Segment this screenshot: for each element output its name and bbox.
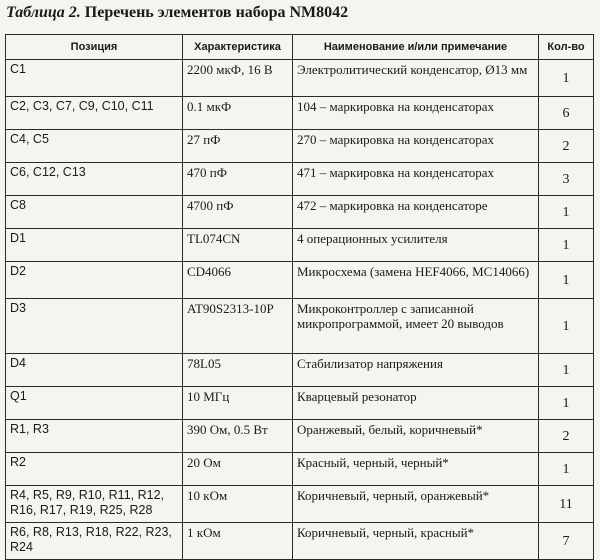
cell-note: 471 – маркировка на конденсаторах (293, 163, 539, 196)
table-row (6, 486, 594, 523)
cell-characteristic: 2200 мкФ, 16 В (183, 60, 293, 97)
cell-characteristic: 10 кОм (183, 486, 293, 523)
header-name-note: Наименование и/или примечание (293, 35, 539, 60)
cell-quantity: 1 (539, 196, 594, 229)
table-row (6, 60, 594, 97)
cell-note: Коричневый, черный, красный* (293, 523, 539, 560)
table-row (6, 229, 594, 262)
table-row (6, 97, 594, 130)
table-row (6, 354, 594, 387)
cell-note: Микроконтроллер с записанной микропрограммой, имеет 20 выводов (293, 299, 539, 354)
table-row (6, 196, 594, 229)
cell-note: Электролитический конденсатор, Ø13 мм (293, 60, 539, 97)
table-row (6, 130, 594, 163)
cell-characteristic: 470 пФ (183, 163, 293, 196)
cell-quantity: 1 (539, 262, 594, 299)
cell-quantity: 2 (539, 130, 594, 163)
table-row (6, 163, 594, 196)
cell-characteristic: CD4066 (183, 262, 293, 299)
cell-quantity: 2 (539, 420, 594, 453)
cell-characteristic: 4700 пФ (183, 196, 293, 229)
cell-characteristic: 0.1 мкФ (183, 97, 293, 130)
cell-characteristic: TL074CN (183, 229, 293, 262)
cell-position: C8 (6, 196, 183, 229)
cell-note: 270 – маркировка на конденсаторах (293, 130, 539, 163)
cell-quantity: 1 (539, 453, 594, 486)
cell-note: 104 – маркировка на конденсаторах (293, 97, 539, 130)
cell-note: Коричневый, черный, оранжевый* (293, 486, 539, 523)
cell-quantity: 7 (539, 523, 594, 560)
cell-characteristic: 10 МГц (183, 387, 293, 420)
header-characteristic: Характеристика (183, 35, 293, 60)
header-position: Позиция (6, 35, 183, 60)
cell-characteristic: 390 Ом, 0.5 Вт (183, 420, 293, 453)
cell-quantity: 6 (539, 97, 594, 130)
table-header-row (6, 35, 594, 60)
table-row (6, 299, 594, 354)
table-row (6, 262, 594, 299)
cell-note: 472 – маркировка на конденсаторе (293, 196, 539, 229)
cell-position: R4, R5, R9, R10, R11, R12, R16, R17, R19, R25, R28 (6, 486, 183, 523)
table-title (6, 4, 348, 22)
table-row (6, 387, 594, 420)
cell-characteristic: 78L05 (183, 354, 293, 387)
table-row (6, 523, 594, 560)
table-row (6, 453, 594, 486)
cell-quantity: 1 (539, 354, 594, 387)
cell-note: Кварцевый резонатор (293, 387, 539, 420)
cell-quantity: 11 (539, 486, 594, 523)
components-table (5, 34, 594, 560)
cell-quantity: 1 (539, 60, 594, 97)
cell-quantity: 1 (539, 229, 594, 262)
cell-characteristic: 1 кОм (183, 523, 293, 560)
cell-position: D1 (6, 229, 183, 262)
cell-characteristic: AT90S2313-10P (183, 299, 293, 354)
cell-position: C2, C3, C7, C9, C10, C11 (6, 97, 183, 130)
cell-quantity: 1 (539, 299, 594, 354)
table-number: Таблица 2. (6, 4, 81, 21)
cell-position: Q1 (6, 387, 183, 420)
cell-note: Микросхема (замена HEF4066, MC14066) (293, 262, 539, 299)
cell-position: C4, C5 (6, 130, 183, 163)
cell-position: C6, C12, C13 (6, 163, 183, 196)
cell-characteristic: 20 Ом (183, 453, 293, 486)
table-caption: Перечень элементов набора NM8042 (84, 4, 349, 21)
cell-quantity: 3 (539, 163, 594, 196)
header-quantity: Кол-во (539, 35, 594, 60)
cell-note: 4 операционных усилителя (293, 229, 539, 262)
cell-characteristic: 27 пФ (183, 130, 293, 163)
cell-position: C1 (6, 60, 183, 97)
cell-position: R2 (6, 453, 183, 486)
cell-position: R6, R8, R13, R18, R22, R23, R24 (6, 523, 183, 560)
cell-note: Стабилизатор напряжения (293, 354, 539, 387)
cell-note: Красный, черный, черный* (293, 453, 539, 486)
cell-position: D2 (6, 262, 183, 299)
cell-position: D4 (6, 354, 183, 387)
cell-quantity: 1 (539, 387, 594, 420)
table-row (6, 420, 594, 453)
cell-position: R1, R3 (6, 420, 183, 453)
cell-note: Оранжевый, белый, коричневый* (293, 420, 539, 453)
cell-position: D3 (6, 299, 183, 354)
